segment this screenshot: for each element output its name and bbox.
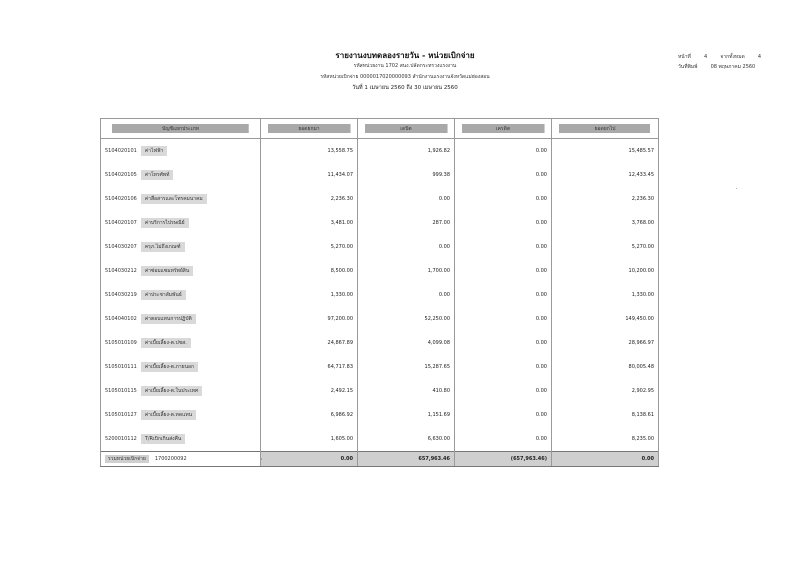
credit-cell: 0.00 [455, 259, 552, 283]
credit-cell: 0.00 [455, 283, 552, 307]
table-row [101, 259, 659, 283]
total-row [101, 452, 659, 467]
carried-forward-cell: 5,270.00 [552, 235, 659, 259]
account-cell [101, 235, 261, 259]
debit-cell: 0.00 [358, 235, 455, 259]
credit-cell: 0.00 [455, 163, 552, 187]
total-label: รวมหน่วยเบิกจ่าย [105, 455, 149, 463]
credit-cell: 0.00 [455, 211, 552, 235]
report-period: วันที่ 1 เมษายน 2560 ถึง 30 เมษายน 2560 [352, 85, 458, 91]
account-code: 5104020107 [105, 220, 137, 226]
account-cell [101, 283, 261, 307]
brought-forward-cell: 5,270.00 [261, 235, 358, 259]
report-header [280, 50, 530, 94]
brought-forward-cell: 24,867.89 [261, 331, 358, 355]
total-label-cell [101, 452, 261, 467]
credit-cell: 0.00 [455, 235, 552, 259]
table-row [101, 307, 659, 331]
total-carried-forward: 0.00 [552, 452, 659, 467]
total-pages-label: จากทั้งหมด [720, 54, 745, 60]
table-row [101, 379, 659, 403]
column-header-brought-forward: ยอดยกมา [261, 119, 358, 139]
account-name: ค่าเบี้ยเลี้ยง-ต.ปชส. [141, 338, 191, 348]
carried-forward-cell: 2,236.30 [552, 187, 659, 211]
total-unit-code: 1700200092 [154, 456, 187, 462]
account-cell [101, 139, 261, 164]
brought-forward-cell: 1,605.00 [261, 427, 358, 452]
table-row [101, 427, 659, 452]
account-name: ค่าเบี้ยเลี้ยง-ต.ภายนอก [141, 362, 198, 372]
account-cell [101, 211, 261, 235]
account-name: ครุภ.ไม่ถึงเกณฑ์ [141, 242, 185, 252]
debit-cell: 1,700.00 [358, 259, 455, 283]
brought-forward-cell: 97,200.00 [261, 307, 358, 331]
credit-cell: 0.00 [455, 427, 552, 452]
carried-forward-cell: 1,330.00 [552, 283, 659, 307]
debit-cell: 410.80 [358, 379, 455, 403]
table-row [101, 283, 659, 307]
brought-forward-cell: 1,330.00 [261, 283, 358, 307]
account-code: 5104020106 [105, 196, 137, 202]
debit-cell: 0.00 [358, 187, 455, 211]
debit-cell: 999.38 [358, 163, 455, 187]
table-header-row [101, 119, 659, 139]
account-name: ค่าโทรศัพท์ [141, 170, 174, 180]
page-label: หน้าที่ [678, 54, 691, 60]
brought-forward-cell: 64,717.83 [261, 355, 358, 379]
credit-cell: 0.00 [455, 355, 552, 379]
account-name: ค่าเบี้ยเลี้ยง-ต.ในประเทศ [141, 386, 202, 396]
account-code: 5104040102 [105, 316, 137, 322]
table-row [101, 211, 659, 235]
brought-forward-cell: 2,492.15 [261, 379, 358, 403]
column-header-carried-forward: ยอดยกไป [552, 119, 659, 139]
account-cell [101, 259, 261, 283]
table-row [101, 235, 659, 259]
account-code: 5104020101 [105, 148, 137, 154]
table-row [101, 187, 659, 211]
carried-forward-cell: 12,433.45 [552, 163, 659, 187]
account-name: ค่าบริการไปรษณีย์ [141, 218, 189, 228]
account-code: 5104020105 [105, 172, 137, 178]
total-pages: 4 [757, 54, 762, 60]
credit-cell: 0.00 [455, 403, 552, 427]
credit-cell: 0.00 [455, 307, 552, 331]
disbursing-unit-line: รหัสหน่วยเบิกจ่าย 0000017020000093 สำนักงานแรงงานจังหวัดแม่ฮ่องสอน [320, 74, 490, 80]
report-title: รายงานงบทดลองรายวัน - หน่วยเบิกจ่าย [335, 51, 475, 60]
account-code: 5105010111 [105, 364, 137, 370]
debit-cell: 4,099.08 [358, 331, 455, 355]
debit-cell: 0.00 [358, 283, 455, 307]
account-code: 5104030207 [105, 244, 137, 250]
page-number: 4 [704, 54, 708, 60]
account-code: 5105010109 [105, 340, 137, 346]
total-debit: 657,963.46 [358, 452, 455, 467]
column-header-account: บัญชีแยกประเภท [101, 119, 261, 139]
account-cell [101, 331, 261, 355]
trial-balance-table [100, 118, 659, 467]
debit-cell: 6,630.00 [358, 427, 455, 452]
account-cell [101, 355, 261, 379]
page-info [678, 52, 761, 72]
carried-forward-cell: 15,485.57 [552, 139, 659, 164]
total-credit: (657,963.46) [455, 452, 552, 467]
column-header-credit: เครดิต [455, 119, 552, 139]
account-code: 5105010127 [105, 412, 137, 418]
column-header-debit: เดบิต [358, 119, 455, 139]
account-cell [101, 427, 261, 452]
credit-cell: 0.00 [455, 331, 552, 355]
carried-forward-cell: 2,902.95 [552, 379, 659, 403]
account-cell [101, 187, 261, 211]
account-code: 5105010115 [105, 388, 137, 394]
table-row [101, 355, 659, 379]
debit-cell: 1,926.82 [358, 139, 455, 164]
brought-forward-cell: 11,434.07 [261, 163, 358, 187]
scan-speck [736, 188, 737, 189]
account-code: 5104030212 [105, 268, 137, 274]
carried-forward-cell: 80,005.48 [552, 355, 659, 379]
credit-cell: 0.00 [455, 139, 552, 164]
table-row [101, 331, 659, 355]
account-name: ค่าไฟฟ้า [141, 146, 168, 156]
carried-forward-cell: 8,235.00 [552, 427, 659, 452]
carried-forward-cell: 10,200.00 [552, 259, 659, 283]
account-cell [101, 163, 261, 187]
account-name: ค่าตอบแทนการปฏิบัติ [141, 314, 196, 324]
agency-line: รหัสหน่วยงาน 1702 สนง.ปลัดกระทรวงแรงงาน [353, 63, 457, 69]
brought-forward-cell: 2,236.30 [261, 187, 358, 211]
credit-cell: 0.00 [455, 187, 552, 211]
carried-forward-cell: 28,966.97 [552, 331, 659, 355]
print-date: 08 พฤษภาคม 2560 [710, 64, 756, 70]
table-row [101, 163, 659, 187]
account-code: 5104030219 [105, 292, 137, 298]
account-code: 5200010112 [105, 436, 137, 442]
print-date-label: วันที่พิมพ์ [678, 64, 698, 70]
account-name: ค่าประชาสัมพันธ์ [141, 290, 186, 300]
brought-forward-cell: 6,986.92 [261, 403, 358, 427]
debit-cell: 52,250.00 [358, 307, 455, 331]
account-cell [101, 307, 261, 331]
account-name: ค่าซ่อมแซมทรัพย์สิน [141, 266, 193, 276]
account-name: T/Rเบิกเกินส่งคืน [141, 434, 186, 444]
table-row [101, 139, 659, 164]
account-name: ค่าเบี้ยเลี้ยง-ต.ทดแทน [141, 410, 196, 420]
brought-forward-cell: 8,500.00 [261, 259, 358, 283]
brought-forward-cell: 13,558.75 [261, 139, 358, 164]
debit-cell: 287.00 [358, 211, 455, 235]
brought-forward-cell: 3,481.00 [261, 211, 358, 235]
credit-cell: 0.00 [455, 379, 552, 403]
account-cell [101, 403, 261, 427]
scan-speck [260, 458, 262, 460]
carried-forward-cell: 3,768.00 [552, 211, 659, 235]
carried-forward-cell: 8,138.61 [552, 403, 659, 427]
account-name: ค่าสื่อสารและโทรคมนาคม [141, 194, 207, 204]
carried-forward-cell: 149,450.00 [552, 307, 659, 331]
table-row [101, 403, 659, 427]
debit-cell: 1,151.69 [358, 403, 455, 427]
total-brought-forward: 0.00 [261, 452, 358, 467]
account-cell [101, 379, 261, 403]
debit-cell: 15,287.65 [358, 355, 455, 379]
